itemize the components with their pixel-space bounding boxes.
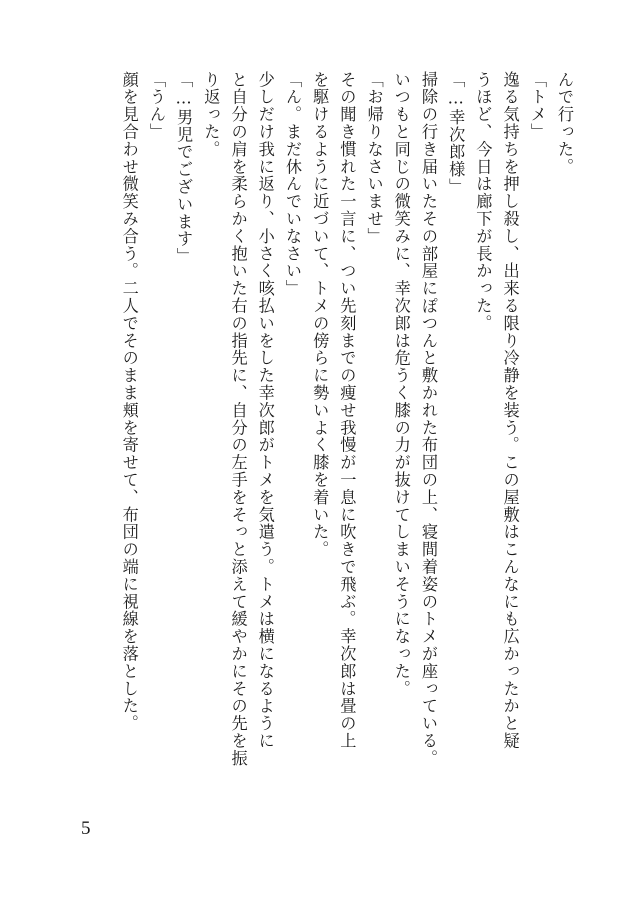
text-line: 「…男児でございます」 xyxy=(174,71,194,266)
text-line: 逸る気持ちを押し殺し、出来る限り冷静を装う。この屋敷はこんなにも広かったかと疑 xyxy=(500,71,520,750)
text-line: いつもと同じの微笑みに、幸次郎は危うく膝の力が抜けてしまいそうになった。 xyxy=(391,71,411,698)
text-line: うほど、今日は廊下が長かった。 xyxy=(473,71,493,332)
text-line: んで行った。 xyxy=(555,71,574,176)
text-line: その聞き慣れた一言に、つい先刻までの痩せ我慢が一息に吹きで飛ぶ。幸次郎は畳の上 xyxy=(337,71,357,750)
page-number: 5 xyxy=(81,818,91,839)
text-line: 少しだけ我に返り、小さく咳払いをした幸次郎がトメを気遣う。トメは横になるように xyxy=(255,71,275,750)
text-line: 「うん」 xyxy=(146,71,166,141)
text-line: り返った。 xyxy=(201,71,221,158)
text-line: 「トメ」 xyxy=(527,71,547,141)
text-line: 「ん。まだ休んでいなさい」 xyxy=(282,71,302,298)
text-line: 「…幸次郎様」 xyxy=(446,71,466,196)
text-line: と自分の肩を柔らかく抱いた右の指先に、自分の左手をそっと添えて緩やかにその先を振 xyxy=(228,71,248,767)
vertical-text-body xyxy=(116,71,578,791)
text-line: 「お帰りなさいませ」 xyxy=(364,71,384,245)
text-line: 掃除の行き届いたその部屋にぽつんと敷かれた布団の上、寝間着姿のトメが座っている。 xyxy=(418,71,438,767)
text-line: 顔を見合わせ微笑み合う。二人でそのまま頬を寄せて、布団の端に視線を落とした。 xyxy=(119,71,139,733)
text-line: を駆けるように近づいて、トメの傍らに勢いよく膝を着いた。 xyxy=(310,71,330,559)
